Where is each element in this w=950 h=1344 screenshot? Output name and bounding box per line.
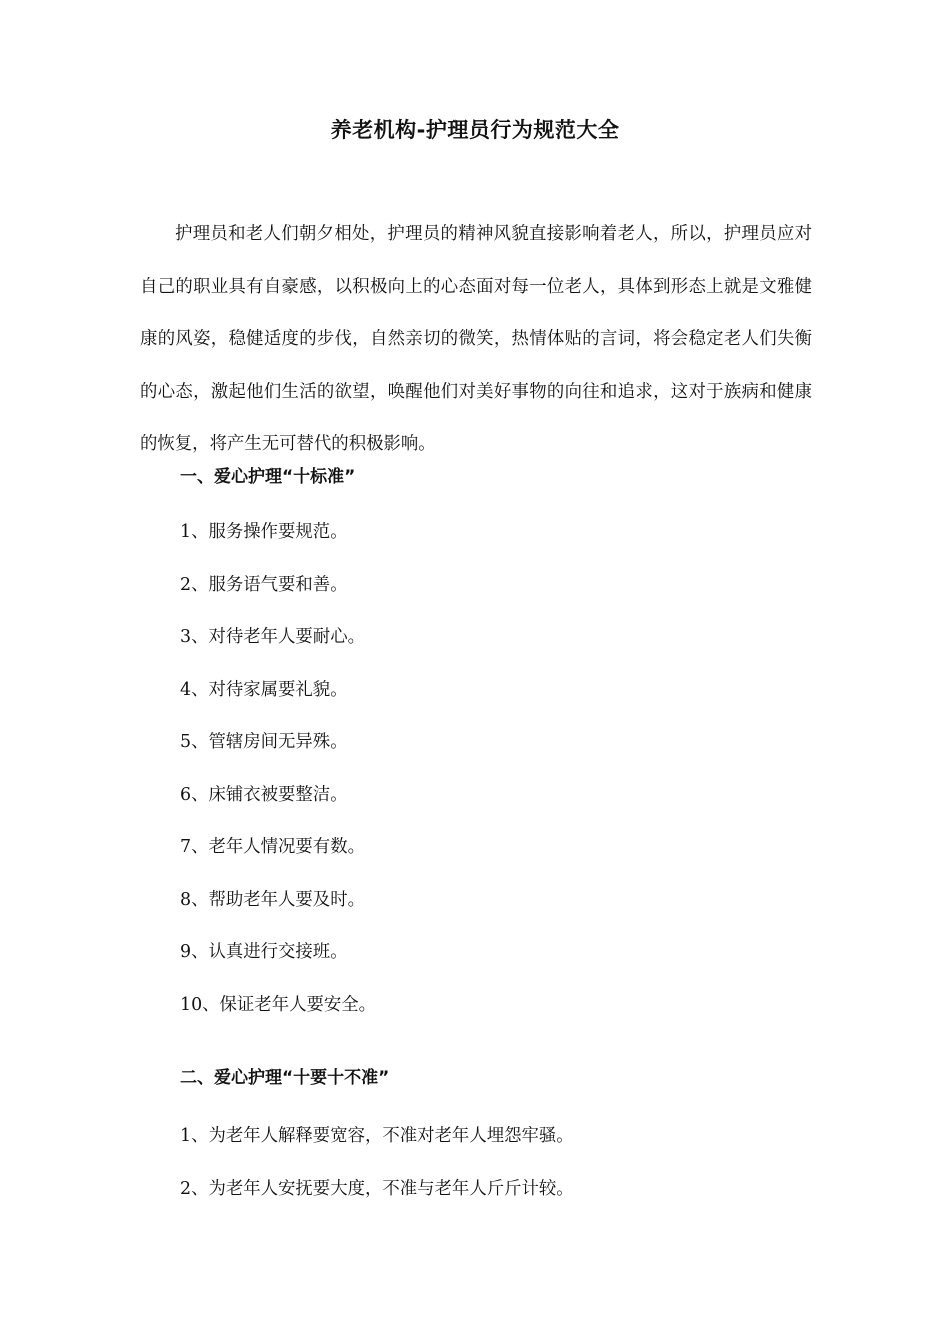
document-title: 养老机构-护理员行为规范大全 [330,118,620,142]
list-item: 6、床铺衣被要整洁。 [180,785,348,805]
section-2-heading: 二、爱心护理“十要十不准” [180,1068,390,1088]
list-item: 1、为老年人解释要宽容，不准对老年人埋怨牢骚。 [180,1126,574,1146]
list-item: 2、服务语气要和善。 [180,575,348,595]
list-item: 9、认真进行交接班。 [180,942,348,962]
list-item: 1、服务操作要规范。 [180,522,348,542]
list-item: 3、对待老年人要耐心。 [180,627,365,647]
intro-paragraph: 护理员和老人们朝夕相处，护理员的精神风貌直接影响着老人，所以，护理员应对自己的职业具有自豪感，以积极向上的心态面对每一位老人，具体到形态上就是文雅健康的风姿，稳健适度的步伐，自然亲切的微笑，热情体贴的言词，将会稳定老人们失衡的心态，激起他们生活的欲望，唤醒他们对美好事物的向往和追求，这对于族病和健康的恢复，将产生无可替代的积极影响。 [140,224,812,455]
list-item: 8、帮助老年人要及时。 [180,890,365,910]
list-item: 5、管辖房间无异殊。 [180,732,348,752]
list-item: 10、保证老年人要安全。 [180,995,377,1015]
section-1-heading: 一、爱心护理“十标准” [180,467,356,487]
list-item: 7、老年人情况要有数。 [180,837,365,857]
list-item: 2、为老年人安抚要大度，不准与老年人斤斤计较。 [180,1179,574,1199]
list-item: 4、对待家属要礼貌。 [180,680,348,700]
